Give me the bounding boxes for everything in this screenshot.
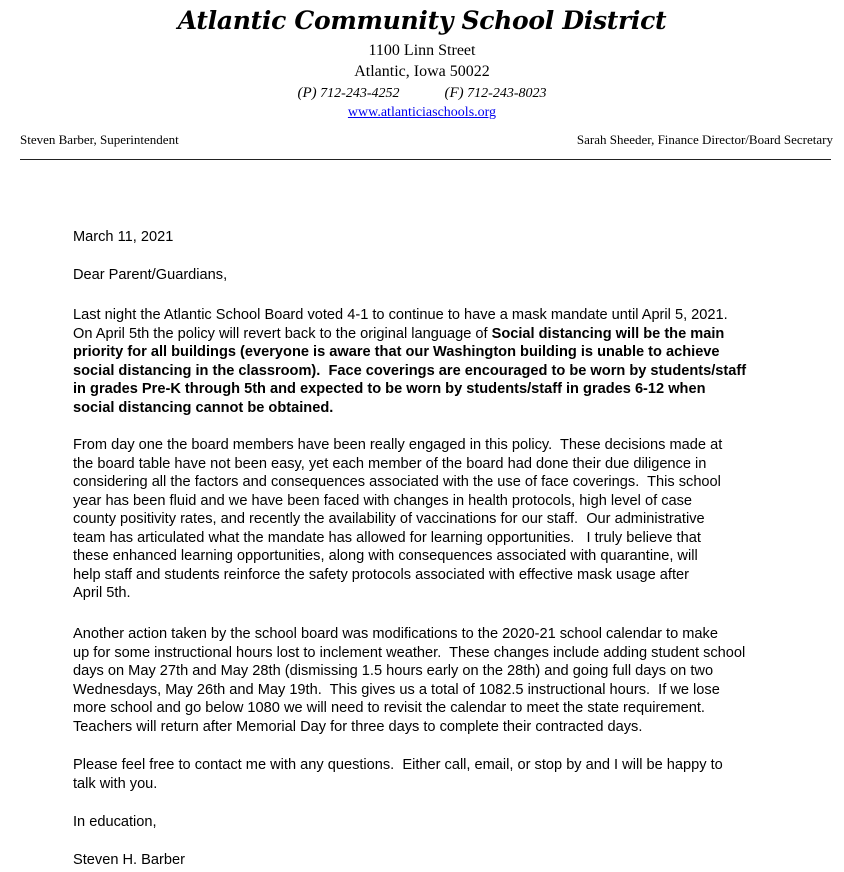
text-line: [73, 362, 746, 381]
bold-policy-text: in grades Pre-K through 5th and expected to be worn by students/staff in grades 6-12 when: [73, 381, 706, 397]
text-line: the board table have not been easy, yet each member of the board had done their due diligence in: [73, 455, 707, 472]
phone-number: 712-243-4252: [320, 86, 400, 101]
street-address: 1100 Linn Street: [368, 42, 476, 59]
city-state-zip: Atlantic, Iowa 50022: [354, 63, 490, 80]
text-line: year has been fluid and we have been faced with changes in health protocols, high level of case: [73, 492, 693, 509]
text-line: April 5th.: [73, 585, 131, 601]
text-line: [73, 380, 746, 399]
text-span: On April 5th the policy will revert back to the original language of: [73, 325, 492, 342]
text-line: Wednesdays, May 26th and May 19th. This gives us a total of 1082.5 instructional hours. If we lose: [73, 681, 720, 698]
text-line: [73, 399, 746, 418]
closing: In education,: [73, 814, 157, 830]
bold-policy-text: Social distancing will be the main: [491, 325, 725, 342]
letter-date: March 11, 2021: [73, 229, 174, 245]
text-line: days on May 27th and May 28th (dismissing 1.5 hours early on the 28th) and going full days on two: [73, 663, 714, 679]
fax-label: (F): [444, 85, 464, 101]
website-link[interactable]: www.atlanticiaschools.org: [347, 105, 497, 120]
text-line: these enhanced learning opportunities, along with consequences associated with quarantine, will: [73, 548, 698, 564]
bold-policy-text: social distancing cannot be obtained.: [73, 399, 334, 416]
text-line: Last night the Atlantic School Board voted 4-1 to continue to have a mask mandate until April 5, 2021.: [73, 307, 728, 323]
phone-label: (P): [297, 85, 317, 101]
paragraph-board-engagement: [73, 436, 722, 603]
text-line: help staff and students reinforce the safety protocols associated with effective mask usage after: [73, 566, 689, 583]
text-line: county positivity rates, and recently the availability of vaccinations for our staff. Our administrative: [73, 511, 705, 527]
text-line: more school and go below 1080 we will need to revisit the calendar to meet the state requirement.: [73, 700, 705, 716]
bold-policy-text: social distancing in the classroom). Face coverings are encouraged to be worn by students/staff: [73, 362, 747, 379]
paragraph-calendar-changes: [73, 625, 745, 736]
paragraph-contact: [73, 756, 723, 793]
text-line: team has articulated what the mandate has allowed for learning opportunities. I truly believe that: [73, 529, 701, 546]
finance-director-name: Sarah Sheeder, Finance Director/Board Secretary: [576, 132, 833, 147]
paragraph-mask-mandate: [73, 306, 746, 417]
letterhead-divider: [20, 159, 831, 160]
text-line: talk with you.: [73, 775, 158, 792]
salutation: Dear Parent/Guardians,: [73, 267, 228, 283]
text-line: From day one the board members have been really engaged in this policy. These decisions made at: [73, 437, 723, 453]
superintendent-name: Steven Barber, Superintendent: [20, 132, 179, 147]
text-line: considering all the factors and consequences associated with the use of face coverings. This school: [73, 474, 721, 490]
fax-number: 712-243-8023: [467, 86, 547, 101]
district-name: Atlantic Community School District: [177, 6, 667, 35]
signature: Steven H. Barber: [73, 852, 185, 868]
contact-numbers: [0, 85, 844, 102]
text-line: [73, 343, 746, 362]
website: [0, 105, 844, 121]
text-line: Please feel free to contact me with any questions. Either call, email, or stop by and I will be happy to: [73, 757, 723, 773]
text-line: Another action taken by the school board was modifications to the 2020-21 school calendar to make: [73, 626, 718, 642]
text-line: [73, 325, 746, 344]
bold-policy-text: priority for all buildings (everyone is aware that our Washington building is unable to achieve: [73, 344, 720, 360]
text-line: up for some instructional hours lost to inclement weather. These changes include adding student school: [73, 644, 746, 661]
text-line: Teachers will return after Memorial Day for three days to complete their contracted days.: [73, 718, 643, 735]
